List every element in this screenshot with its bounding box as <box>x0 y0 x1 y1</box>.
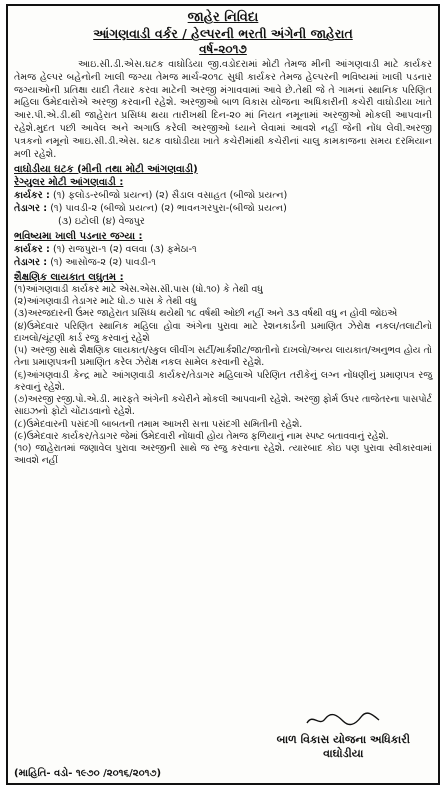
qualification-item: (૭)અરજી રજી.પો.એ.ડી. મારફતે અંગેની કચેરીને મોકલી આપવાની રહેશે. અરજી ફોર્મ ઉપર તાજેતરના પાસપોર્ટ સાઇઝનો ફોટો ચોંટાડવાનો રહેશે. <box>14 394 432 418</box>
section-future: ભવિષ્યમા ખાલી પડનાર જગ્યા : <box>14 230 143 242</box>
notice-heading: જાહેર નિવિદા <box>187 10 259 25</box>
qualification-item: (૯)ઉમેદવાર કાર્યકર/તેડાગર જેમાં ઉમેદવારી નોંધાવી હોય તેમજ ફળિયાનું નામ સ્પષ્ટ બતાવવાનું રહેશે. <box>14 430 389 442</box>
tedagar-regular-list-2: (૩) ઇટોલી (૪) વેજપુર <box>58 216 145 228</box>
karyakar-future-list: (૧) રાજપુરા-૧ (૨) વલવા (૩) ફમેઠા-૧ <box>52 243 197 255</box>
notice-year: વર્ષ-૨૦૧૭ <box>199 41 247 56</box>
qualification-item: (૮)ઉમેદવારની પસંદગી બાબતની તમામ આખરી સત્તા પસંદગી સમિતીની રહેશે. <box>14 418 303 430</box>
tedagar-regular-row <box>14 202 432 215</box>
tedagar-future-list: (૧) આસોજ-૨ (૨) પાવડી-૧ <box>50 257 156 269</box>
qualification-item: (૬)આંગણવાડી કેન્દ્ર માટે આંગણવાડી કાર્યકર/તેડાગર મહિલાએ પરિણિત તરીકેનું લગ્ન નોંધણીનું પ્રમાણપત્ર રજુ કરવાનું રહેશે. <box>14 369 432 393</box>
karyakar-regular-list: (૧) ફલોડ-રબીજો પ્રયત્ન) (૨) સૈડાલ વસાહત (બીજો પ્રયત્ન) <box>52 189 288 201</box>
tedagar-regular-list: (૧) પાવડી-૨ (બીજો પ્રયત્ન) (૨) ભાવનગરપુરા-(બીજો પ્રયત્ન) <box>50 203 287 215</box>
karyakar-label: કાર્યકર : <box>14 189 50 201</box>
tedagar-label: તેડાગર : <box>14 203 48 215</box>
karyakar-future-row <box>14 243 432 256</box>
karyakar-regular-row <box>14 189 432 202</box>
notice-subheading: આંગણવાડી વર્કર / હેલ્પરની ભરતી અંગેની જાહેરાત <box>93 26 353 42</box>
signature-place: વાઘોડીયા <box>323 747 364 760</box>
section-regular: રેગ્યુલર મોટી આંગણવાડી : <box>14 176 124 188</box>
tedagar-future-row <box>14 256 432 269</box>
notice-box <box>6 4 440 785</box>
qualification-item: (૧)આંગણવાડી કાર્યકર માટે એસ.એસ.સી.પાસ (ધો.૧૦) કે તેથી વધુ <box>14 283 263 295</box>
signature-title: બાળ વિકાસ યોજના અધિકારી <box>276 733 410 746</box>
qualification-item: (૫) અરજી સાથે શૈક્ષણિક લાયકાત/સ્કુલ લીવીંગ સર્ટી/માર્કશીટ/જાતીનો દાખલો/અન્ય લાયકાત/અનુભવ હોય તો તેના પ્રમાણપત્રની પ્રમાણિત કરેલ ઝેરોક્ષ નકલ સામેલ કરવાની રહેશે. <box>14 345 432 369</box>
section-ghatak: વાઘોડીયા ઘટક (મીની તથા મોટી આંગણવાડી) <box>14 163 198 175</box>
qualification-item: (૩)અરજદારની ઉંમર જાહેરાત પ્રસિધ્ધ થયેથી ૧૮ વર્ષથી ઓછી નહીં અને ૩૩ વર્ષથી વધુ ન હોવી જોઇએ <box>14 308 398 320</box>
footer-reference: (માહિતિ- વડો- ૧૯૭૦ /૨૦૧૬/૨૦૧૭) <box>14 768 162 779</box>
tedagar-future-label: તેડાગર : <box>14 257 48 269</box>
qualification-item: (૪)ઉમેદવાર પરિણિત સ્થાનિક મહિલા હોવા અંગેના પુરાવા માટે રેશનકાર્ડની પ્રમાણિત ઝેરોક્ષ નકલ/તલાટીનો દાખલો/ચૂંટણી કાર્ડ રજુ કરવાનું રહેશે <box>14 320 432 344</box>
signature-block <box>277 711 410 761</box>
karyakar-future-label: કાર્યકર : <box>14 243 50 255</box>
qualification-item: (૨)આંગણવાડી તેડાગર માટે ધો.૭ પાસ કે તેથી વધુ <box>14 296 197 307</box>
section-qualifications: શૈક્ષણિક લાયકાત લઘુતમ : <box>14 271 124 283</box>
qualification-item: (૧૦) જાહેરાતમાં જણાવેલ પુરાવા અરજીની સાથે જ રજુ કરવાના રહેશે. ત્યારબાદ કોઇ પણ પુરાવા સ્વીકારવામાં આવશે નહીં <box>14 443 432 467</box>
intro-paragraph: આઇ.સી.ડી.એસ.ઘટક વાઘોડિયા જી.વડોદરામાં મોટી તેમજ મીની આંગણવાડી માટે કાર્યકર તેમજ હેલ્પર બહેનોની ખાલી જગ્યા તેમજ માર્ચ-૨૦૧૮ સુધી કાર્યકર તેમજ હેલ્પરની ભવિષ્યમાં ખાલી પડનાર જગ્યાઓની પ્રતિક્ષા યાદી તૈયાર કરવા માટેની અરજી મંગાવવામાં આવે છે.તેથી જે તે ગામનાં સ્થાનિક પરિણિત મહિલા ઉમેદવારોએ અરજી કરવાની રહેશે. અરજીઓ બાળ વિકાસ યોજના અધિકારીની કચેરી વાઘોડીયા ખાતે આર.પી.એ.ડી.થી જાહેરાત પ્રસિધ્ધ થયા તારીખથી દિન-૨૦ માં નિયત નમૂનામાં અરજીઓ મોકલી આપવાની રહેશે.મુદત પછી આવેલ અને અગાઉ કરેલી અરજીઓ ધ્યાને લેવામાં આવશે નહીં જેની નોંધ લેવી.અરજી પત્રકનો નમૂનો આઇ.સી.ડી.એસ. ઘટક વાઘોડીયા ખાતે કચેરીમાંથી કચેરીનાં ચાલુ કામકાજના સમય દરમિયાન મળી રહેશે. <box>14 58 432 160</box>
signature-icon <box>303 711 383 729</box>
